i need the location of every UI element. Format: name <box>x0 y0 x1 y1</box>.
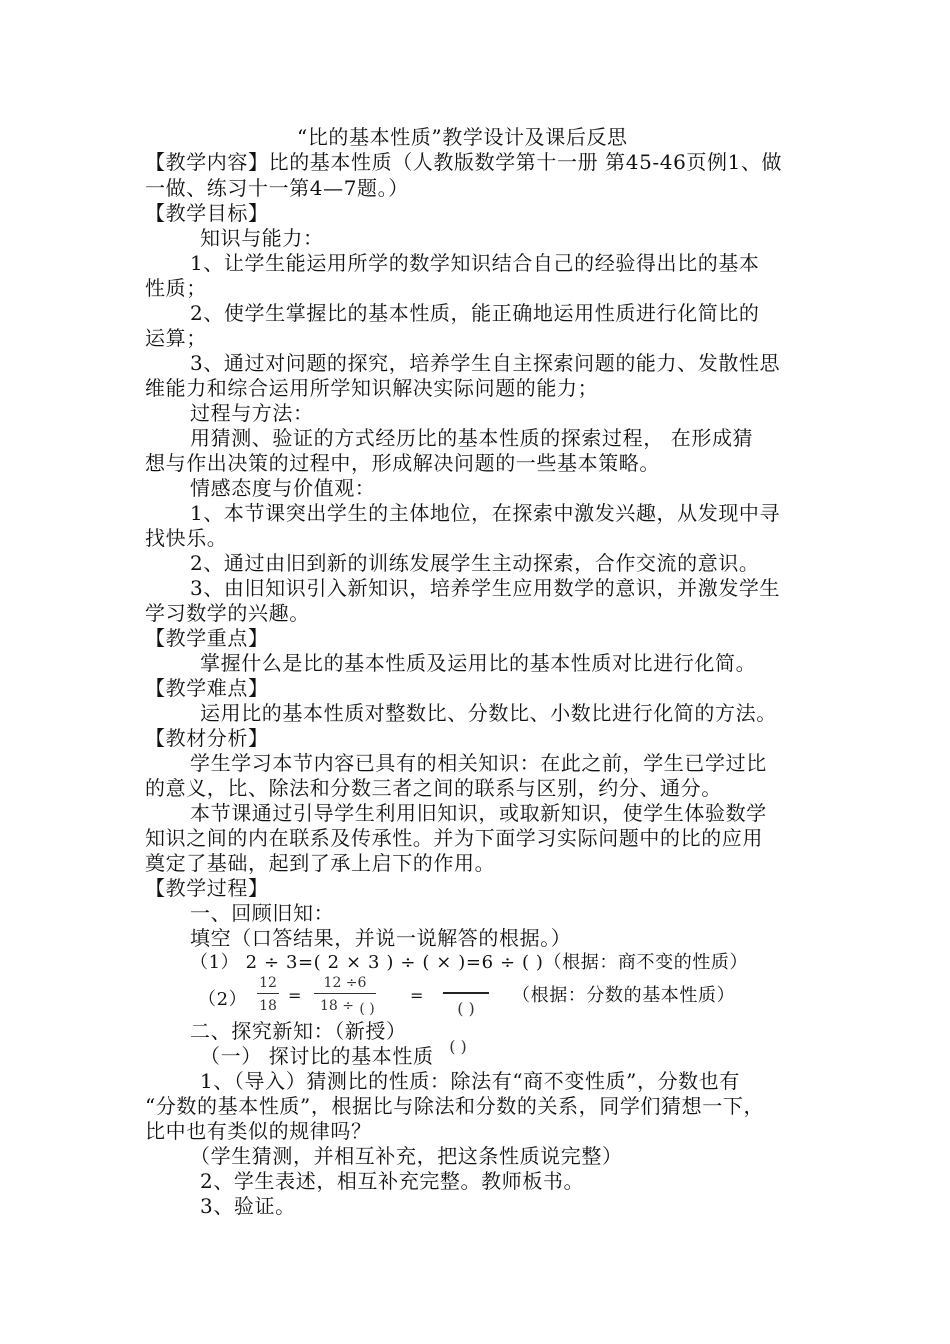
paragraph-line: 2、使学生掌握比的基本性质，能正确地运用性质进行化简比的 <box>190 301 760 325</box>
stray-parentheses: ( ) <box>449 1037 467 1056</box>
paragraph-line: “分数的基本性质”，根据比与除法和分数的关系，同学们猜想一下， <box>145 1094 765 1118</box>
subheading: 过程与方法： <box>190 401 314 425</box>
fraction-bar <box>257 993 279 994</box>
equals-sign: = <box>288 986 303 1005</box>
equals-sign: = <box>410 986 425 1005</box>
document-title: “比的基本性质”教学设计及课后反思 <box>297 125 628 149</box>
paragraph-line: 学生学习本节内容已具有的相关知识：在此之前，学生已学过比 <box>190 751 767 775</box>
fraction-denominator: 18 <box>259 998 277 1014</box>
paragraph-line: 奠定了基础，起到了承上启下的作用。 <box>145 851 496 875</box>
subheading: 知识与能力： <box>200 226 324 250</box>
paragraph-line: 一、回顾旧知： <box>190 901 335 925</box>
paragraph-line: 1、让学生能运用所学的数学知识结合自己的经验得出比的基本 <box>190 251 760 275</box>
equation-basis: （根据：分数的基本性质） <box>512 985 736 1006</box>
paragraph-line: 1、（导入）猜测比的性质：除法有“商不变性质”，分数也有 <box>200 1069 740 1093</box>
paragraph-line: 3、验证。 <box>200 1194 296 1218</box>
fraction-denominator-blank: ( ) <box>457 999 475 1018</box>
section-heading: 【教学目标】 <box>145 201 269 225</box>
subheading: 情感态度与价值观： <box>190 476 376 500</box>
paragraph-line: 3、通过对问题的探究，培养学生自主探索问题的能力、发散性思 <box>190 351 781 375</box>
section-heading: 【教学难点】 <box>145 676 269 700</box>
paragraph-line: 运用比的基本性质对整数比、分数比、小数比进行化简的方法。 <box>200 701 777 725</box>
section-heading: 【教学重点】 <box>145 626 269 650</box>
paragraph-line: 比中也有类似的规律吗？ <box>145 1119 372 1143</box>
paragraph-line: 1、本节课突出学生的主体地位，在探索中激发兴趣，从发现中寻 <box>190 501 781 525</box>
section-heading: 【教学过程】 <box>145 876 269 900</box>
paragraph-line: （一） 探讨比的基本性质 <box>200 1044 434 1068</box>
paragraph-line: 找快乐。 <box>145 526 228 550</box>
paragraph-line: 本节课通过引导学生利用旧知识，或取新知识，使学生体验数学 <box>190 801 767 825</box>
fraction-denominator-blank: ( ) <box>359 1001 375 1017</box>
paragraph-line: 性质； <box>145 276 207 300</box>
paragraph-line: 2、通过由旧到新的训练发展学生主动探索，合作交流的意识。 <box>190 551 760 575</box>
section-heading: 【教材分析】 <box>145 726 269 750</box>
fraction-numerator: 12 ÷6 <box>323 975 367 991</box>
paragraph-line: 想与作出决策的过程中，形成解决问题的一些基本策略。 <box>145 451 660 475</box>
paragraph-line: 【教学内容】比的基本性质（人教版数学第十一册 第45-46页例1、做 <box>145 150 783 174</box>
fraction-bar <box>443 992 489 994</box>
fraction-denominator: 18 ÷ <box>320 998 354 1014</box>
paragraph-line: 填空（口答结果，并说一说解答的根据。） <box>190 926 572 950</box>
paragraph-line: 维能力和综合运用所学知识解决实际问题的能力； <box>145 376 599 400</box>
paragraph-line: 一做、练习十一第4—7题。） <box>145 176 409 200</box>
paragraph-line: 学习数学的兴趣。 <box>145 601 310 625</box>
paragraph-line: 二、探究新知：（新授） <box>190 1019 407 1043</box>
paragraph-line: 的意义，比、除法和分数三者之间的联系与区别，约分、通分。 <box>145 776 722 800</box>
fraction-bar <box>314 993 376 994</box>
equation-line-1: （1） 2 ÷ 3=( 2 × 3 ) ÷ ( × )=6 ÷ ( )（根据：商不变的性质） <box>190 952 749 973</box>
paragraph-line: 用猜测、验证的方式经历比的基本性质的探索过程， 在形成猜 <box>190 426 754 450</box>
fraction-numerator: 12 <box>259 975 277 991</box>
equation-label: （2） <box>198 989 248 1010</box>
paragraph-line: 2、学生表述，相互补充完整。教师板书。 <box>200 1169 585 1193</box>
paragraph-line: 知识之间的内在联系及传承性。并为下面学习实际问题中的比的应用 <box>145 826 763 850</box>
paragraph-line: 掌握什么是比的基本性质及运用比的基本性质对比进行化简。 <box>200 651 757 675</box>
paragraph-line: 3、由旧知识引入新知识，培养学生应用数学的意识，并激发学生 <box>190 576 781 600</box>
paragraph-line: （学生猜测，并相互补充，把这条性质说完整） <box>190 1144 623 1168</box>
paragraph-line: 运算； <box>145 326 207 350</box>
